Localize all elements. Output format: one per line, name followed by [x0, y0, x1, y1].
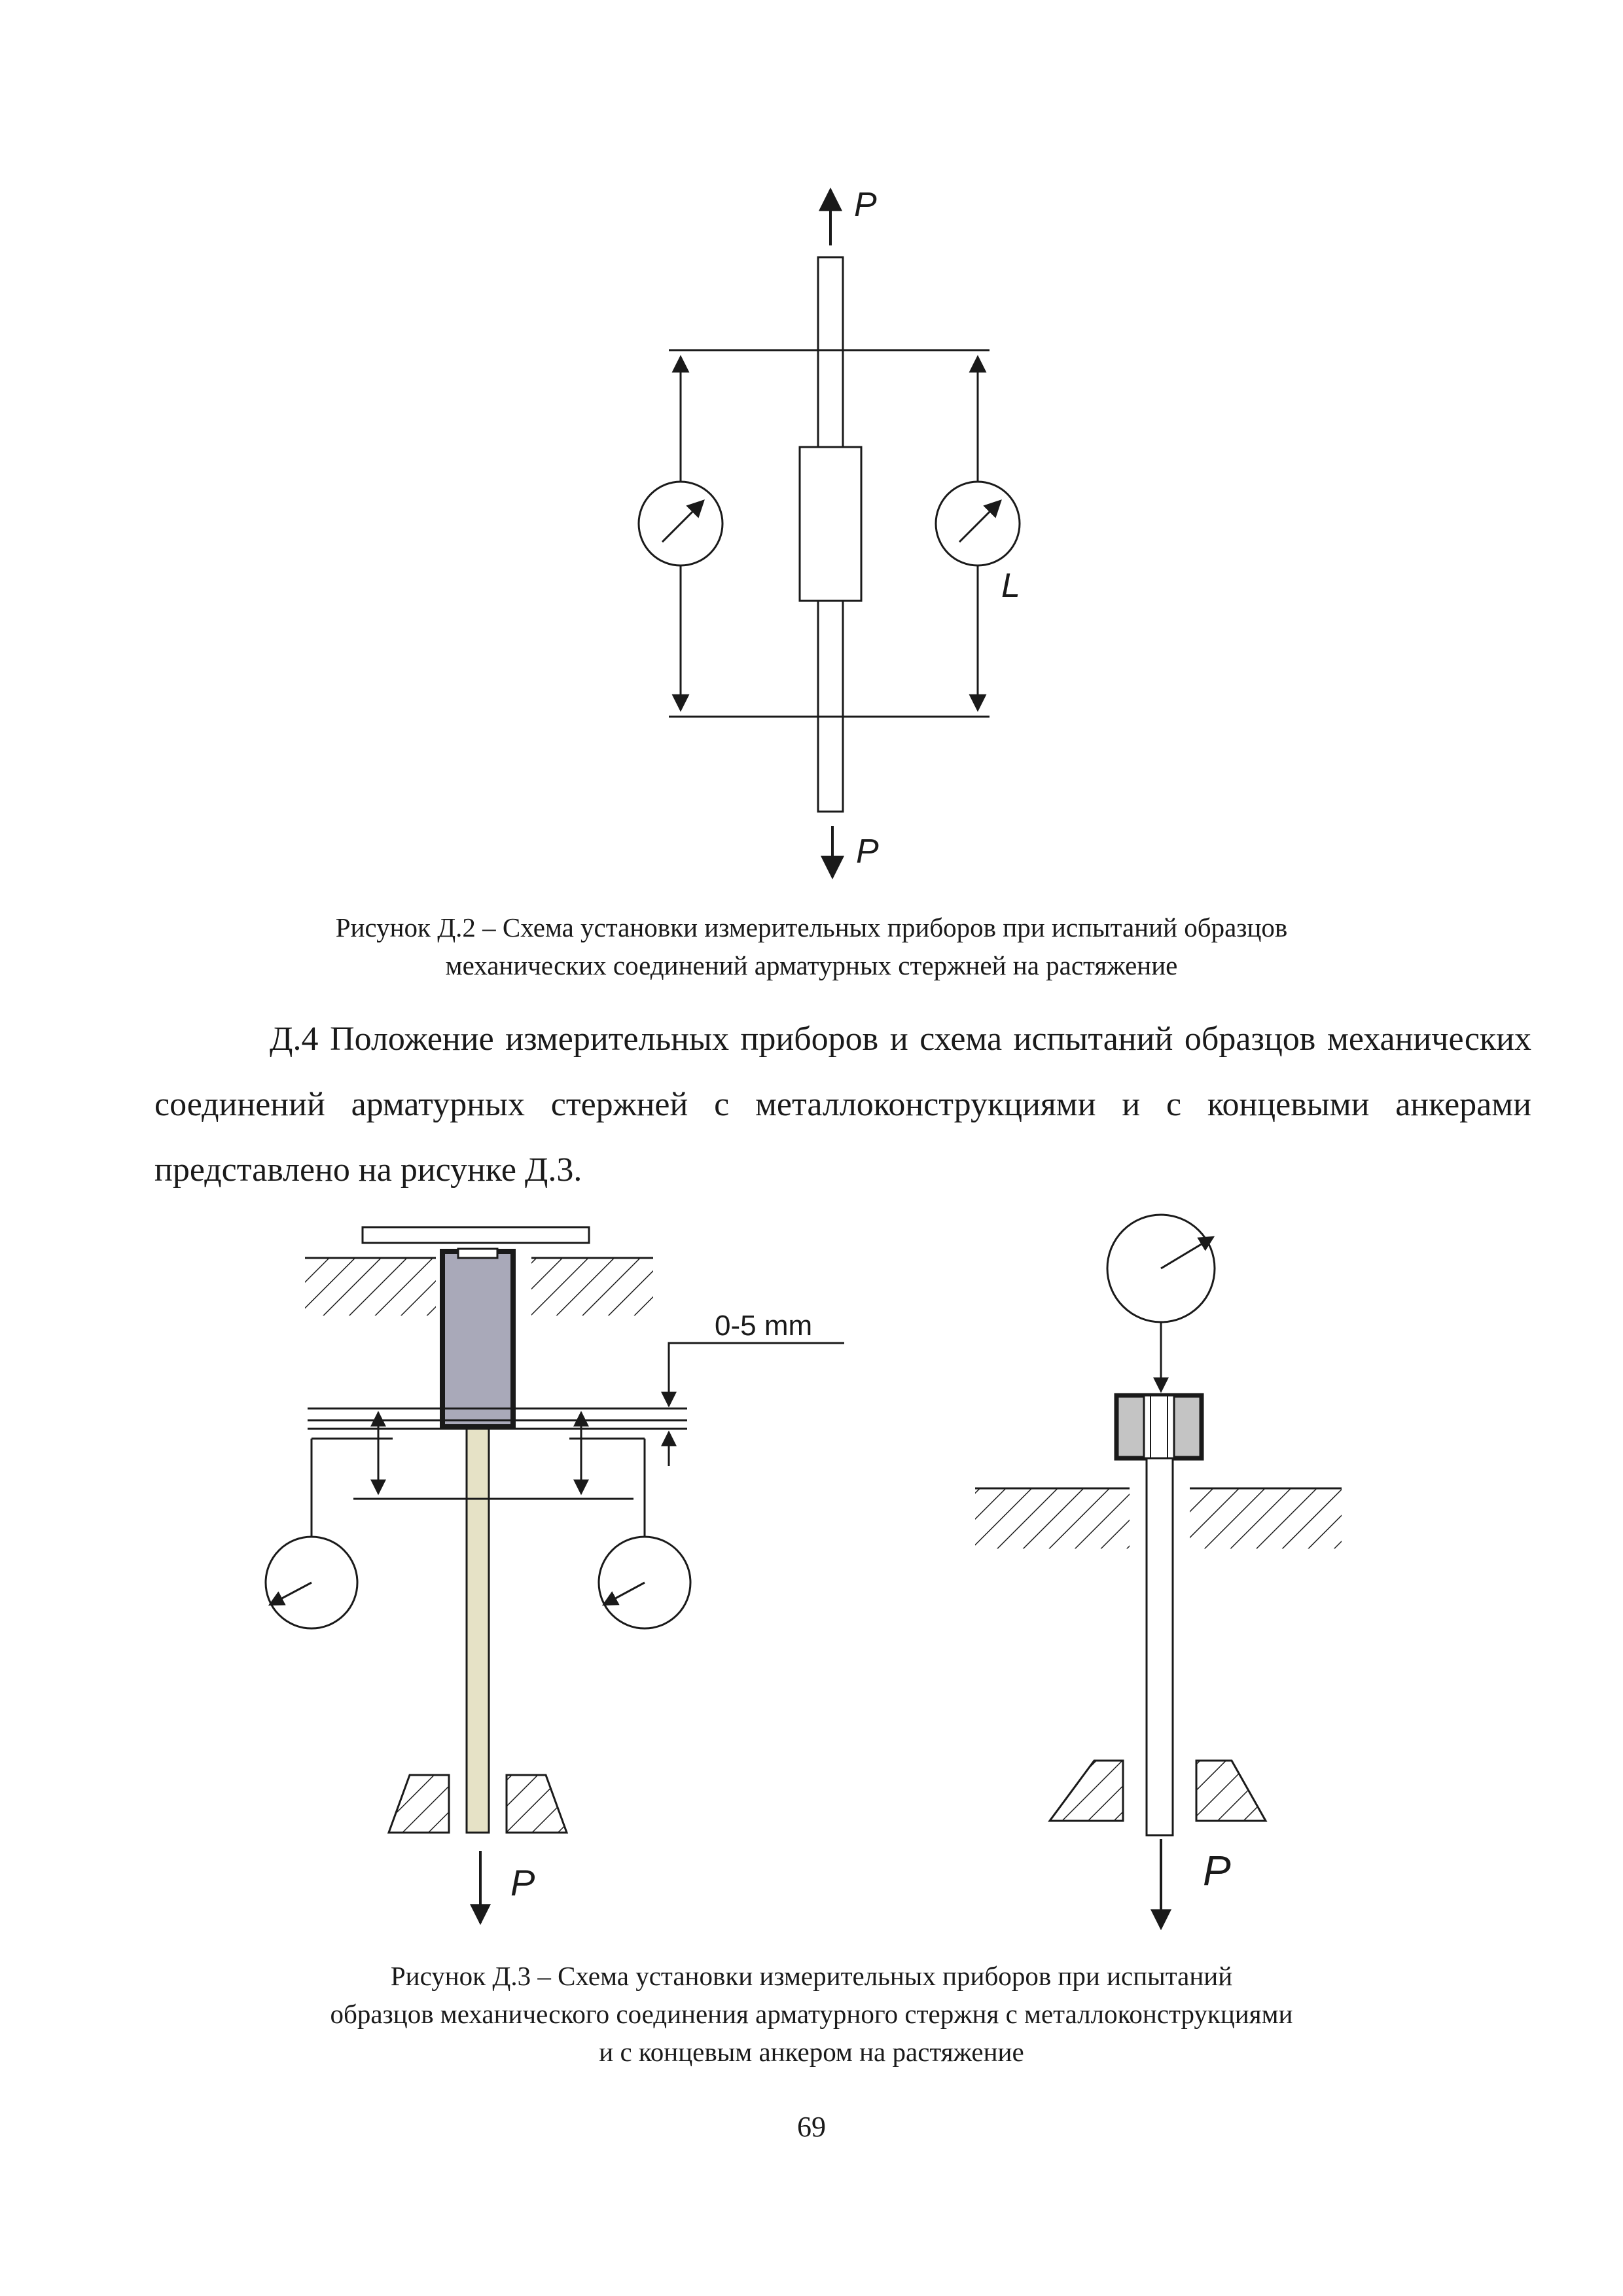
- figure-d3: [0, 1198, 1623, 1957]
- load-label-top: P: [854, 186, 877, 224]
- dial-gauge-left: [639, 482, 722, 565]
- steel-plate: [363, 1227, 589, 1243]
- ground-hatch-right-b: [1190, 1488, 1342, 1549]
- grip-wedge-left: [389, 1775, 449, 1833]
- mechanical-coupler: [800, 447, 861, 601]
- ground-hatch-left-a: [305, 1258, 436, 1316]
- caption-d2-line1: Рисунок Д.2 – Схема установки измерительных приборов при испытаний образцов: [335, 912, 1288, 942]
- figure-d2: [0, 0, 1623, 903]
- caption-d3-line1: Рисунок Д.3 – Схема установки измерительных приборов при испытаний: [390, 1961, 1233, 1991]
- specimen-rod-top: [818, 257, 843, 447]
- rebar-rod-left: [467, 1427, 489, 1833]
- grip-wedge-right: [507, 1775, 567, 1833]
- load-label-left: P: [510, 1862, 535, 1903]
- gap-dimension: [669, 1343, 844, 1466]
- length-label: L: [1001, 567, 1020, 605]
- caption-d3-line2: образцов механического соединения арматурного стержня с металлоконструкциями: [330, 1999, 1293, 2029]
- end-anchor: [1116, 1395, 1202, 1458]
- specimen-rod-bottom: [818, 601, 843, 812]
- caption-d3: [0, 1957, 1623, 2071]
- rebar-rod-right: [1147, 1458, 1173, 1835]
- paragraph-d4: [154, 1007, 1531, 1203]
- coupler-left: [442, 1251, 513, 1427]
- page-number: 69: [797, 2111, 826, 2143]
- ground-hatch-left-b: [531, 1258, 653, 1316]
- ground-hatch-right-a: [975, 1488, 1130, 1549]
- coupler-cap: [458, 1249, 497, 1258]
- caption-d2-line2: механических соединений арматурных стержней на растяжение: [445, 950, 1178, 980]
- grip-wedge-right-b: [1196, 1761, 1266, 1821]
- caption-d2: [0, 908, 1623, 984]
- dial-gauge-top: [1107, 1215, 1215, 1322]
- caption-d3-line3: и с концевым анкером на растяжение: [599, 2037, 1024, 2067]
- load-label-bottom: P: [856, 833, 879, 870]
- dial-gauge-right: [936, 482, 1020, 565]
- dial-gauge-left: [266, 1537, 357, 1628]
- gap-label: 0-5 mm: [715, 1310, 813, 1342]
- grip-wedge-right-a: [1050, 1761, 1123, 1821]
- load-label-right: P: [1203, 1847, 1231, 1894]
- dial-gauge-right: [599, 1537, 690, 1628]
- paragraph-d4-text: Д.4 Положение измерительных приборов и схема испытаний образцов механических соединений арматурных стержней с металлоконструкциями и с концевыми анкерами представлено на рисунке Д.3.: [154, 1020, 1531, 1189]
